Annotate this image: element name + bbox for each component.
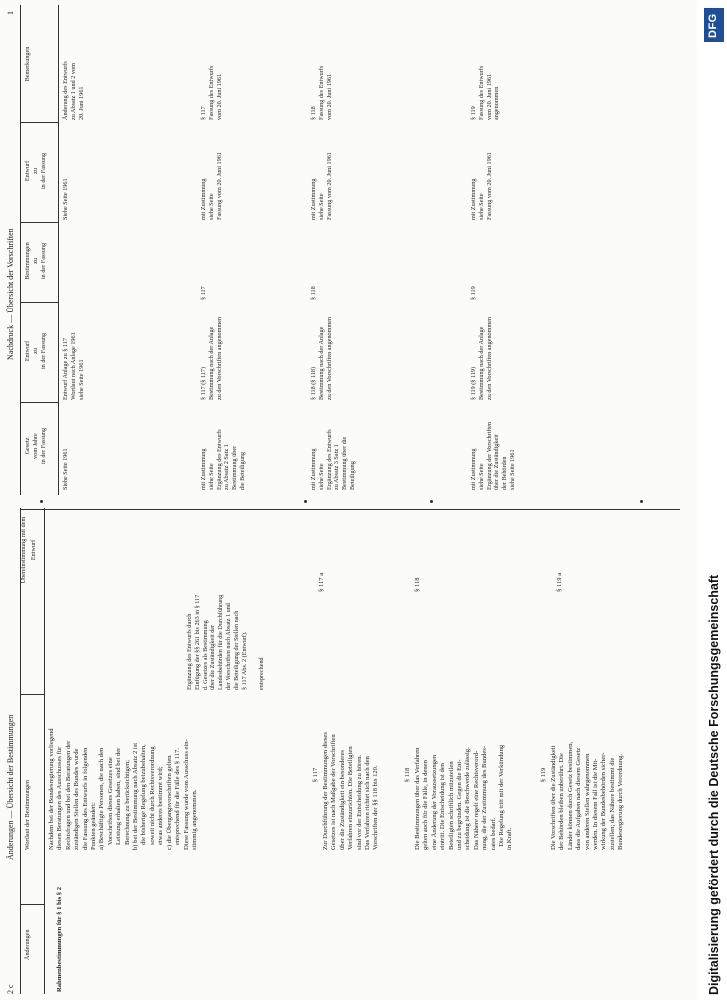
right-cell: mit Zustimmung siehe Seite Ergänzung des Entwurfs zu Absatz 2 Satz 1 Bestimmung über die Beteiligung: [200, 429, 246, 490]
left-block2-head: § 117: [312, 767, 319, 783]
right-col-head: Bemerkungen: [24, 46, 31, 82]
left-block3: Die Bestimmungen über das Verfahren gelten auch für die Fälle, in denen eine Änderung der Voraussetzungen eintritt. Die Entscheidung ist den Beteiligten schriftlich mitzuteilen und zu begründen. Gegen die Ent- scheidung ist die Beschwerde zulässig. Das Nähere regelt eine Rechtsverord- nung, die der Zustimmung des Bundes- rates bedarf. Die Regelung tritt mit der Verkündung in Kraft.: [414, 744, 514, 850]
right-cell: § 118 Fassung des Entwurfs vom 20. Juni 1961: [310, 65, 333, 120]
right-cell: § 118: [310, 286, 317, 300]
left-row-title: Rahmenbestimmungen für § 1 bis § 2: [56, 886, 63, 992]
right-colhead-rule: [58, 5, 59, 495]
right-cell: mit Zustimmung siehe Seite Fassung vom 20. Juni 1961: [470, 152, 493, 220]
right-cell: Änderung des Entwurfs zu Absatz 1 und 2 vom 20. Juni 1961: [62, 61, 85, 120]
right-colsep: [20, 302, 58, 303]
left-col1-head: Änderungen: [24, 929, 31, 960]
left-col2-head: Wortlaut der Bestimmungen: [24, 780, 31, 850]
left-block4-head: § 119: [540, 767, 547, 783]
right-cell: § 119 Fassung des Entwurfs vom 20. Juni 1961 angenommen: [470, 65, 501, 120]
right-page-number: 1: [6, 11, 15, 15]
left-block3-head: § 118: [404, 767, 411, 783]
right-header-title: Nachdruck — Übersicht der Vorschriften: [6, 228, 15, 360]
left-block3-ref: § 118: [414, 577, 421, 592]
right-cell: mit Zustimmung siehe Seite Fassung vom 20. Juni 1961: [310, 152, 333, 220]
left-block2: Zur Durchführung der Bestimmungen dieses Gesetzes ist nach Maßgabe der Vorschriften über die Zuständigkeit ein besonderes Verfahren einzurichten. Die Beteiligten sind vor der Entscheidung zu hören. Das Verfahren richtet sich nach den Vorschriften der §§ 118 bis 120.: [322, 732, 380, 850]
right-cell: § 117 Fassung des Entwurfs vom 20. Juni 1961: [200, 65, 223, 120]
right-header-rule: [20, 5, 21, 495]
left-block1: Nachdem bei der Bundesregierung vorliegend diesen Beratungen des Ausschusses für Rechtsfragen und bei den Beratungen der zuständigen Stellen des Bundes wurde die Fassung des Entwurfs in folgenden Punkten geändert: a) Beschäftigte Personen, die nach den Vorschriften dieses Gesetzes eine Leistung erhalten haben, sind bei der Berechnung zu berücksichtigen; b) bei der Bestimmung nach Absatz 2 ist die bisherige Regelung beizubehalten, soweit nicht durch Rechtsverordnung etwas anderes bestimmt wird; c) die Übergangsvorschriften gelten entsprechend für die Fälle des § 117. Diese Fassung wurde vom Ausschuss ein- stimmig angenommen.: [48, 728, 198, 850]
binding-mark: [430, 500, 433, 503]
left-colsep-2: [20, 694, 44, 695]
left-colhead-rule: [44, 508, 45, 994]
binding-mark: [304, 500, 307, 503]
right-cell: § 119: [470, 286, 477, 300]
right-cell: mit Zustimmung siehe Seite Fassung vom 20. Juni 1961: [200, 152, 223, 220]
left-colsep-1: [20, 904, 44, 905]
right-col-head: Entwurf zu in der Fassung: [24, 152, 47, 190]
right-cell: § 117: [200, 286, 207, 300]
left-right-separator: [20, 509, 680, 510]
right-col-head: Bestimmungen zu in der Fassung: [24, 242, 47, 280]
binding-mark: [40, 500, 43, 503]
binding-mark: [640, 500, 643, 503]
right-cell: mit Zustimmung siehe Seite Ergänzung des Entwurfs zu Absatz 3 Satz 1 Bestimmung über die Beteiligung: [310, 429, 356, 490]
digitization-credit: Digitalisierung gefördert durch die Deutsche Forschungsgemeinschaft: [707, 574, 721, 995]
right-cell: § 119 (§ 119) Bestimmung nach der Anlage zu den Vorschriften angenommen: [470, 316, 493, 400]
dfg-logo: [704, 8, 724, 42]
left-block1-side: Ergänzung des Entwurfs durch Einfügung der §§ 261 bis 263 in § 117 d. Gesetzes als Bestimmung über die Zuständigkeit der Landesbehörden für die Durchführung der Vorschriften nach Absatz 1 und die Beteiligung der Stellen nach § 117 Abs. 2 (Entwurf).: [186, 594, 248, 690]
right-cell: § 117 (§ 117) Bestimmung nach der Anlage zu den Vorschriften angenommen: [200, 316, 223, 400]
right-cell: Siehe Seite 1961: [62, 178, 69, 220]
left-block4-ref: § 119 a: [556, 572, 563, 592]
dfg-logo-text: DFG: [707, 13, 719, 38]
left-col3-head-1: Übereinstimmung mit dem: [20, 516, 27, 584]
left-header-title: Änderungen — Übersicht der Bestimmungen: [6, 714, 15, 860]
right-colsep: [20, 222, 58, 223]
left-col3-head-2: Entwurf: [30, 539, 37, 561]
right-cell: Siehe Seite 1961: [62, 448, 69, 490]
right-cell: § 118 (§ 118) Bestimmung nach der Anlage zu den Vorschriften angenommen: [310, 316, 333, 400]
right-col-head: Entwurf zu in der Fassung: [24, 332, 47, 370]
left-block1-ref: § 117 a: [318, 572, 325, 592]
left-page-number: 2 c: [6, 984, 15, 994]
right-cell: mit Zustimmung siehe Seite Ergänzung der Vorschriften über die Zuständigkeit der Behörden siehe Seite 1961: [470, 421, 516, 490]
left-block4: Die Vorschriften über die Zuständigkeit der Behörden bleiben unberührt. Die Länder können durch Gesetz bestimmen, dass die Aufgaben nach diesem Gesetz von anderen Stellen wahrgenommen werden. In diesem Fall ist die Mit- wirkung der Bundesbehörden sicher- zustellen; das Nähere bestimmt die Bundesregierung durch Verordnung.: [550, 741, 625, 850]
right-cell: Entwurf Anlage zu § 117 Wortlaut nach Anlage 1961 siehe Seite 1961: [62, 332, 85, 400]
left-block1-note: entsprechend: [258, 657, 265, 690]
right-colsep: [20, 122, 58, 123]
right-colsep: [20, 402, 58, 403]
right-col-head: Gesetz vom Jahre in der Fassung: [24, 427, 47, 465]
